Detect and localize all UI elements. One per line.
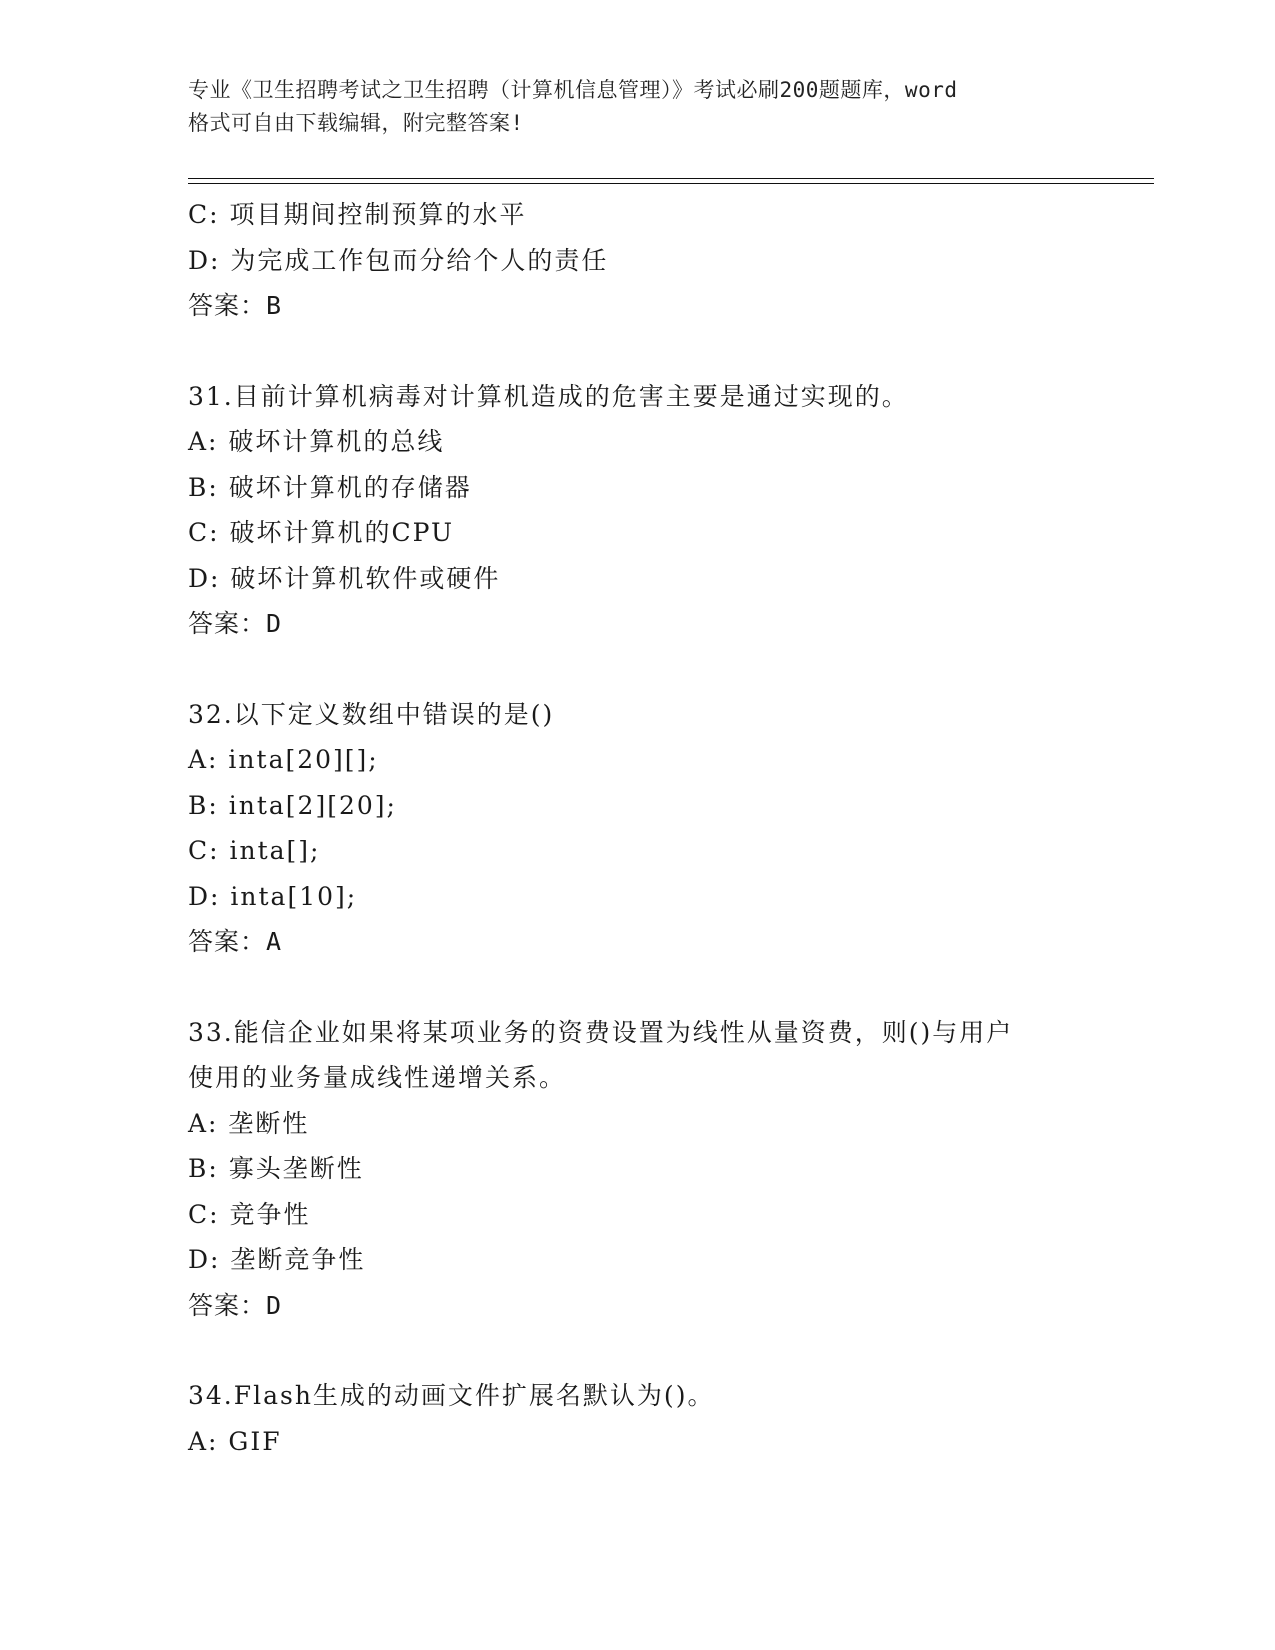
option-d: D: 破坏计算机软件或硬件 <box>188 563 501 593</box>
spacer <box>188 965 1108 1010</box>
option-d: D: 垄断竞争性 <box>188 1245 366 1274</box>
question-33 <box>188 1010 1108 1329</box>
answer-line: 答案：D <box>188 1290 283 1320</box>
option-c: C: inta[]; <box>188 836 321 865</box>
option-c: C: 项目期间控制预算的水平 <box>188 200 527 229</box>
option-b: B: 寡头垄断性 <box>188 1154 364 1183</box>
option-b: B: inta[2][20]; <box>188 790 397 820</box>
option-c: C: 破坏计算机的CPU <box>188 518 455 547</box>
question-stem-line-1: 33.能信企业如果将某项业务的资费设置为线性从量资费，则()与用户 <box>188 1017 1014 1047</box>
option-c: C: 竞争性 <box>188 1199 311 1229</box>
spacer <box>188 329 1108 374</box>
option-a: A: 垄断性 <box>188 1108 310 1138</box>
answer-line: 答案：D <box>188 609 283 638</box>
option-d: D: 为完成工作包而分给个人的责任 <box>188 245 609 275</box>
spacer <box>188 647 1108 692</box>
document-header <box>188 74 1088 140</box>
option-a: A: 破坏计算机的总线 <box>188 427 445 456</box>
question-stem-line-2: 使用的业务量成线性递增关系。 <box>188 1063 567 1092</box>
question-32 <box>188 692 1108 965</box>
option-a: A: GIF <box>188 1426 282 1456</box>
spacer <box>188 1328 1108 1373</box>
question-stem: 31.目前计算机病毒对计算机造成的危害主要是通过实现的。 <box>188 381 909 411</box>
header-line-1: 专业《卫生招聘考试之卫生招聘（计算机信息管理）》考试必刷200题题库，word <box>188 78 958 102</box>
option-d: D: inta[10]; <box>188 881 358 911</box>
question-stem: 34.Flash生成的动画文件扩展名默认为()。 <box>188 1381 715 1410</box>
header-divider-top <box>188 178 1154 179</box>
question-31 <box>188 374 1108 647</box>
header-divider-bottom <box>188 183 1154 184</box>
question-stem: 32.以下定义数组中错误的是() <box>188 699 555 729</box>
option-b: B: 破坏计算机的存储器 <box>188 472 472 502</box>
answer-line: 答案：B <box>188 291 283 320</box>
question-34 <box>188 1373 1108 1464</box>
header-line-2: 格式可自由下载编辑，附完整答案! <box>188 111 524 135</box>
answer-line: 答案：A <box>188 927 283 956</box>
option-a: A: inta[20][]; <box>188 745 379 774</box>
question-30-tail <box>188 192 1108 329</box>
question-list <box>188 192 1108 1464</box>
